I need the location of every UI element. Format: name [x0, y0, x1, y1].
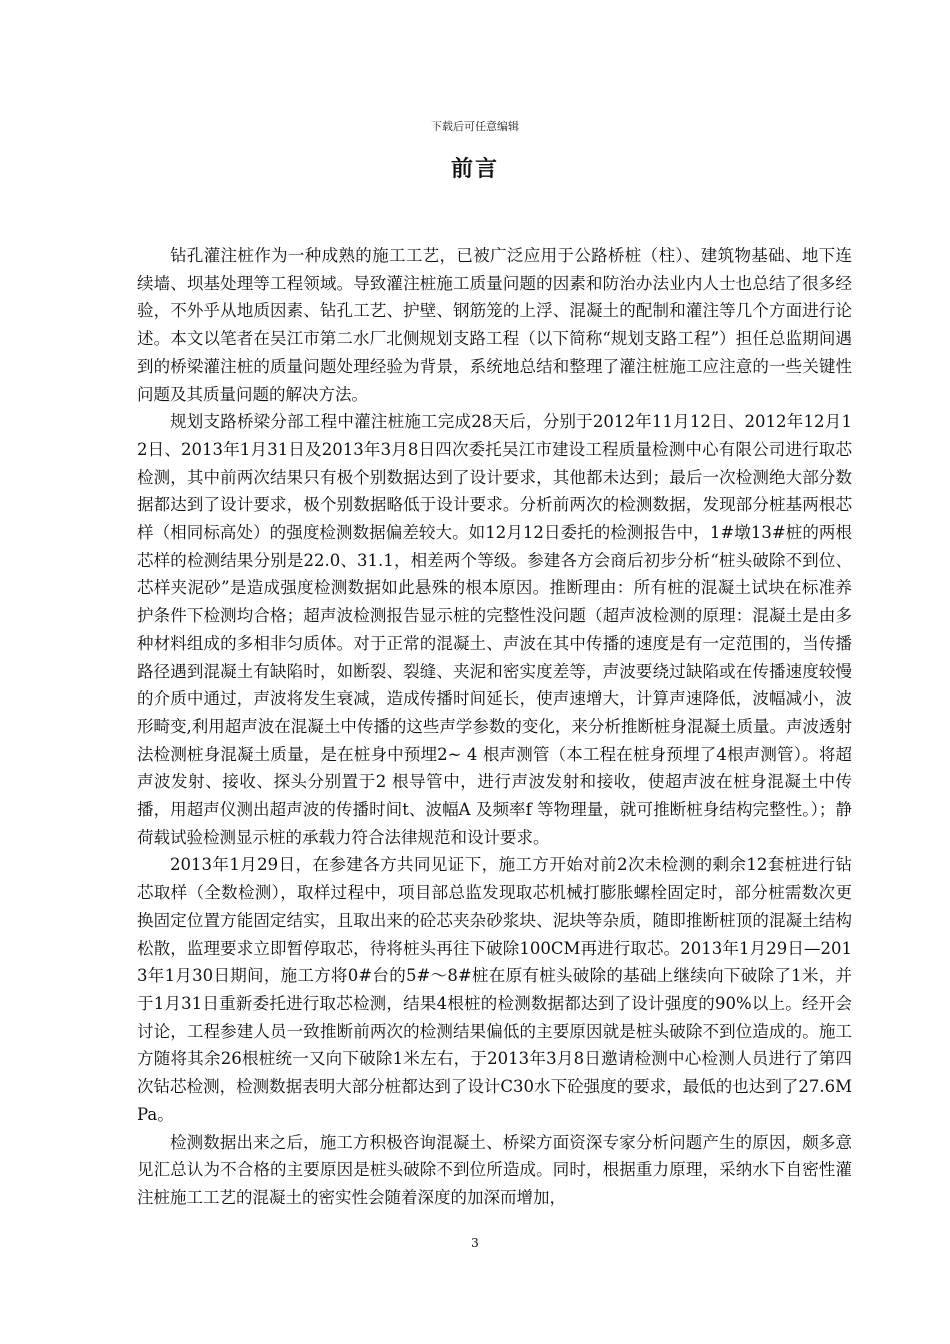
page-number: 3 — [471, 1236, 479, 1250]
paragraph-expert-analysis: 检测数据出来之后，施工方积极咨询混凝土、桥梁方面资深专家分析问题产生的原因，颇多意见汇总认为不合格的主要原因是桩头破除不到位所造成。同时，根据重力原理，采纳水下自密性灌注桩施工工艺的混凝土的密实性会随着深度的加深而增加， — [137, 1132, 852, 1207]
paragraph-testing-background: 规划支路桥梁分部工程中灌注桩施工完成28天后，分别于2012年11月12日、2012年12月12日、2013年1月31日及2013年3月8日四次委托吴江市建设工程质量检测中心有限公司进行取芯检测，其中前两次结果只有极个别数据达到了设计要求，其他都未达到；最后一次检测绝大部分数据都达到了设计要求，极个别数据略低于设计要求。分析前两次的检测数据，发现部分桩基两根芯样（相同标高处）的强度检测数据偏差较大。如12月12日委托的检测报告中，1#墩13#桩的两根芯样的检测结果分别是22.0、31.1，相差两个等级。参建各方会商后初步分析“桩头破除不到位、芯样夹泥砂”是造成强度检测数据如此悬殊的根本原因。推断理由：所有桩的混凝土试块在标准养护条件下检测均合格；超声波检测报告显示桩的完整性没问题（超声波检测的原理：混凝土是由多种材料组成的多相非匀质体。对于正常的混凝土、声波在其中传播的速度是有一定范围的，当传播路径遇到混凝土有缺陷时，如断裂、裂缝、夹泥和密实度差等，声波要绕过缺陷或在传播速度较慢的介质中通过，声波将发生衰减，造成传播时间延长，使声速增大，计算声速降低，波幅减小，波形畸变,利用超声波在混凝土中传播的这些声学参数的变化，来分析推断桩身混凝土质量。声波透射法检测桩身混凝土质量，是在桩身中预埋2~ 4 根声测管（本工程在桩身预埋了4根声测管）。将超声波发射、接收、探头分别置于2 根导管中，进行声波发射和接收，使超声波在桩身混凝土中传播，用超声仪测出超声波的传播时间t、波幅A 及频率f 等物理量，就可推断桩身结构完整性。）；静荷载试验检测显示桩的承载力符合法律规范和设计要求。 — [137, 412, 852, 847]
header-note: 下载后可任意编辑 — [431, 120, 519, 133]
page-title: 前言 — [450, 157, 499, 182]
paragraph-core-sampling: 2013年1月29日，在参建各方共同见证下，施工方开始对前2次未检测的剩余12套桩进行钻芯取样（全数检测），取样过程中，项目部总监发现取芯机械打膨胀螺栓固定时，部分桩需数次更换固定位置方能固定结实，且取出来的砼芯夹杂砂浆块、泥块等杂质，随即推断桩顶的混凝土结构松散，监理要求立即暂停取芯，待将桩头再往下破除100CM再进行取芯。2013年1月29日—2013年1月30日期间，施工方将0#台的5#～8#桩在原有桩头破除的基础上继续向下破除了1米，并于1月31日重新委托进行取芯检测，结果4根桩的检测数据都达到了设计强度的90%以上。经开会讨论，工程参建人员一致推断前两次的检测结果偏低的主要原因就是桩头破除不到位造成的。施工方随将其余26根桩统一又向下破除1米左右，于2013年3月8日邀请检测中心检测人员进行了第四次钻芯检测，检测数据表明大部分桩都达到了设计C30水下砼强度的要求，最低的也达到了27.6MPa。 — [137, 855, 852, 1124]
body-text — [137, 242, 852, 1212]
paragraph-intro: 钻孔灌注桩作为一种成熟的施工工艺，已被广泛应用于公路桥桩（柱）、建筑物基础、地下连续墙、坝基处理等工程领域。导致灌注桩施工质量问题的因素和防治办法业内人士也总结了很多经验，不外乎从地质因素、钻孔工艺、护壁、钢筋笼的上浮、混凝土的配制和灌注等几个方面进行论述。本文以笔者在吴江市第二水厂北侧规划支路工程（以下简称“规划支路工程”）担任总监期间遇到的桥梁灌注桩的质量问题处理经验为背景，系统地总结和整理了灌注桩施工应注意的一些关键性问题及其质量问题的解决方法。 — [137, 246, 852, 404]
